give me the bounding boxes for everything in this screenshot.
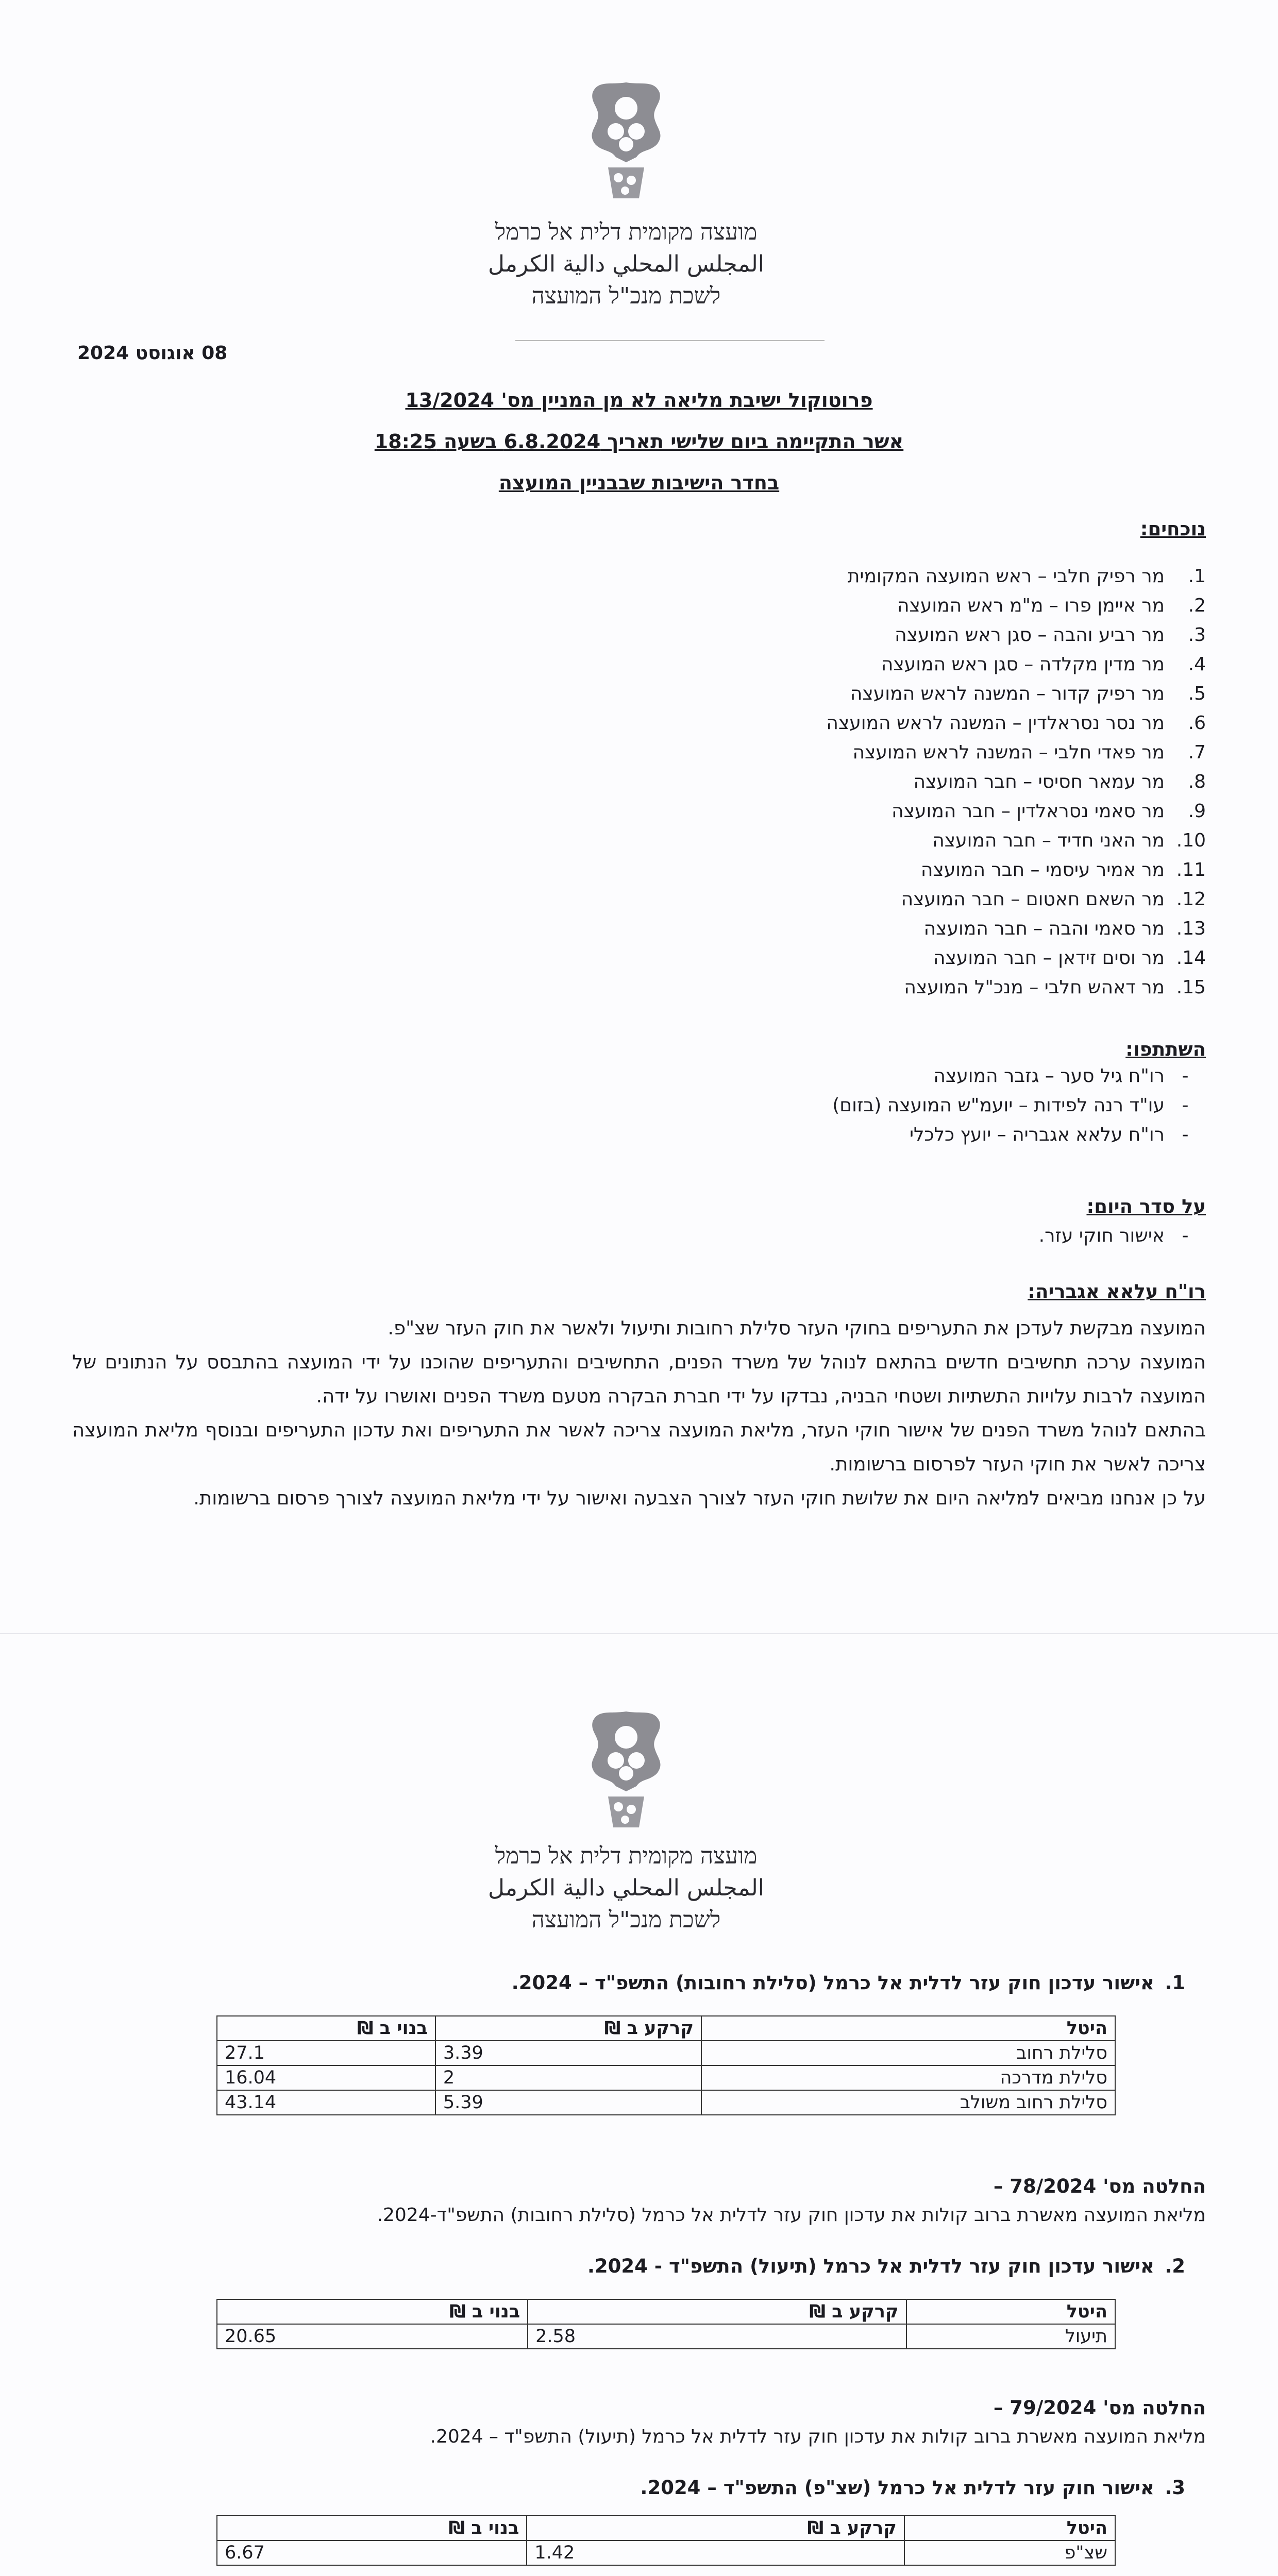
present-heading: נוכחים:	[1140, 518, 1206, 540]
fee-table-roads	[216, 2015, 1116, 2115]
list-item: 13.מר סאמי והבה – חבר המועצה	[923, 918, 1206, 939]
list-item: 8.מר עמאר חסיסי – חבר המועצה	[913, 771, 1206, 792]
participants-list	[832, 1061, 1206, 1149]
list-item: 4.מר מדין מקלדה – סגן ראש המועצה	[881, 654, 1206, 675]
decision-78-text: מליאת המועצה מאשרת ברוב קולות את עדכון חוק עזר לדלית אל כרמל (סלילת רחובות) התשפ"ד-2024.	[377, 2205, 1206, 2226]
list-item: 14.מר וסים זידאן – חבר המועצה	[933, 947, 1206, 969]
paragraph: המועצה מבקשת לעדכן את התעריפים בחוקי העזר סלילת רחובות ותיעול ולאשר את חוק העזר שצ"פ.	[388, 1317, 1206, 1339]
list-item: 15.מר דאהש חלבי – מנכ"ל המועצה	[904, 977, 1206, 998]
table-row: סלילת מדרכה 2 16.04	[217, 2065, 1115, 2090]
item-3-title: 3.אישור חוק עזר לדלית אל כרמל (שצ"פ) התשפ"ד – 2024.	[640, 2477, 1185, 2499]
council-header	[361, 1840, 892, 1936]
council-emblem-icon	[580, 1701, 672, 1835]
table-row: תיעול 2.58 20.65	[217, 2324, 1115, 2349]
agenda-heading: על סדר היום:	[1086, 1195, 1206, 1217]
paragraph: על כן אנחנו מביאים למליאה היום את שלושת חוקי העזר לצורך הצבעה ואישור על ידי מליאת המועצה לצורך פרסום ברשומות.	[193, 1487, 1206, 1509]
protocol-datetime: אשר התקיימה ביום שלישי תאריך 6.8.2024 בשעה 18:25	[374, 430, 904, 453]
header-hebrew: מועצה מקומית דלית אל כרמל	[495, 1843, 758, 1869]
header-arabic: المجلس المحلي دالية الكرمل	[488, 251, 764, 277]
list-item: 1.מר רפיק חלבי – ראש המועצה המקומית	[847, 566, 1206, 587]
list-item: -רו"ח גיל סער – גזבר המועצה	[933, 1065, 1189, 1087]
table-header-row: היטל קרקע ב ₪ בנוי ב ₪	[217, 2299, 1115, 2324]
fee-table-drainage	[216, 2299, 1116, 2349]
list-item: 11.מר אמיר עיסמי – חבר המועצה	[920, 859, 1206, 880]
document-date: 08 אוגוסט 2024	[77, 343, 228, 364]
speaker-statement	[72, 1311, 1206, 1515]
list-item: 2.מר איימן פרו – מ"מ ראש המועצה	[897, 595, 1206, 616]
table-row: סלילת רחוב משולב 5.39 43.14	[217, 2090, 1115, 2115]
list-item: 6.מר נסר נסראלדין – המשנה לראש המועצה	[826, 713, 1206, 734]
present-list	[826, 562, 1206, 1002]
paragraph: בהתאם לנוהל משרד הפנים של אישור חוקי העזר, מליאת המועצה צריכה לאשר את התעריפים ואת עדכון התעריפים ובנוסף מליאת המועצה צריכה לאשר את חוקי העזר לפרסום ברשומות.	[72, 1419, 1206, 1475]
paragraph: המועצה ערכה תחשיבים חדשים בהתאם לנוהל של משרד הפנים, התחשיבים והתעריפים שהוכנו על ידי המועצה בהתבסס על הנתונים של המועצה לרבות עלויות התשתיות ושטחי הבניה, נבדקו על ידי חברת הבקרה מטעם משרד הפנים ואושרו על ידה.	[72, 1351, 1206, 1407]
item-1-title: 1.אישור עדכון חוק עזר לדלית אל כרמל (סלילת רחובות) התשפ"ד – 2024.	[511, 1972, 1185, 1994]
list-item: 9.מר סאמי נסראלדין – חבר המועצה	[892, 801, 1206, 822]
protocol-title: פרוטוקול ישיבת מליאה לא מן המניין מס' 13/2024	[405, 389, 873, 412]
table-header-row: היטל קרקע ב ₪ בנוי ב ₪	[217, 2516, 1115, 2540]
council-header	[361, 216, 892, 312]
list-item: -אישור חוקי עזר.	[1038, 1225, 1189, 1246]
item-2-title: 2.אישור עדכון חוק עזר לדלית אל כרמל (תיעול) התשפ"ד - 2024.	[587, 2255, 1185, 2277]
list-item: 3.מר רביע והבה – סגן ראש המועצה	[895, 624, 1206, 646]
decision-78-title: החלטה מס' 78/2024 –	[993, 2175, 1206, 2197]
protocol-location: בחדר הישיבות שבבניין המועצה	[498, 471, 780, 494]
council-emblem-icon	[580, 72, 672, 206]
header-arabic: المجلس المحلي دالية الكرمل	[488, 1875, 764, 1901]
table-row: שצ"פ 1.42 6.67	[217, 2540, 1115, 2565]
decision-79-text: מליאת המועצה מאשרת ברוב קולות את עדכון חוק עזר לדלית אל כרמל (תיעול) התשפ"ד – 2024.	[430, 2426, 1206, 2447]
header-divider	[515, 340, 825, 341]
decision-79-title: החלטה מס' 79/2024 –	[993, 2397, 1206, 2419]
header-hebrew: מועצה מקומית דלית אל כרמל	[495, 219, 758, 245]
agenda-list	[1039, 1221, 1206, 1250]
speaker-heading: רו"ח עלאא אגבריה:	[1028, 1280, 1206, 1302]
participants-heading: השתתפו:	[1125, 1038, 1206, 1060]
table-row: סלילת רחוב 3.39 27.1	[217, 2041, 1115, 2065]
table-header-row: היטל קרקע ב ₪ בנוי ב ₪	[217, 2016, 1115, 2041]
list-item: 12.מר השאם חאטום – חבר המועצה	[901, 889, 1206, 910]
page-2	[0, 1633, 1278, 2576]
list-item: 5.מר רפיק קדור – המשנה לראש המועצה	[850, 683, 1206, 704]
fee-table-public-space	[216, 2515, 1116, 2566]
header-office: לשכת מנכ"ל המועצה	[531, 283, 721, 309]
list-item: -עו"ד רנה לפידות – יועמ"ש המועצה (בזום)	[832, 1095, 1189, 1116]
list-item: 10.מר האני חדיד – חבר המועצה	[932, 830, 1206, 851]
list-item: 7.מר פאדי חלבי – המשנה לראש המועצה	[852, 742, 1206, 763]
header-office: לשכת מנכ"ל המועצה	[531, 1907, 721, 1933]
list-item: -רו"ח עלאא אגבריה – יועץ כלכלי	[909, 1124, 1189, 1145]
